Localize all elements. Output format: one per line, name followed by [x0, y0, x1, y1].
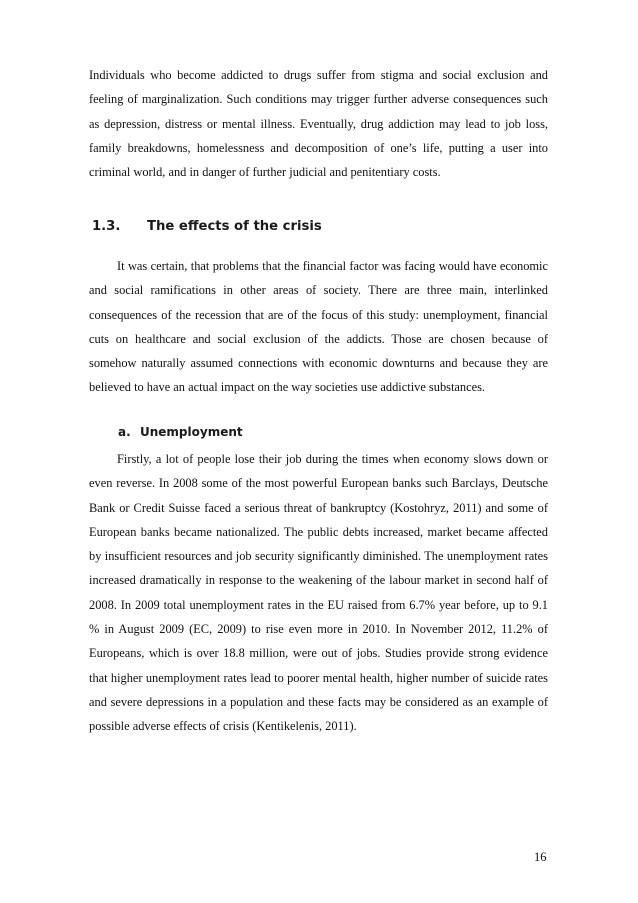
intro-paragraph-block — [89, 63, 548, 184]
section-paragraph-block — [89, 254, 548, 400]
subsection-letter: a. — [118, 425, 131, 439]
section-number: 1.3. — [92, 219, 121, 234]
page-number: 16 — [534, 850, 547, 864]
subsection-heading — [118, 425, 243, 439]
section-heading — [92, 219, 322, 234]
subsection-title: Unemployment — [140, 425, 243, 439]
intro-paragraph: Individuals who become addicted to drugs suffer from stigma and social exclusion and feeling of marginalization. Such conditions may trigger further adverse consequences such as depression, distress or mental illness. Eventually, drug addiction may lead to job loss, family breakdowns, homelessness and decomposition of one’s life, putting a user into criminal world, and in danger of further judicial and penitentiary costs. — [89, 68, 548, 180]
section-title: The effects of the crisis — [147, 219, 322, 234]
section-paragraph: It was certain, that problems that the financial factor was facing would have economic and social ramifications in other areas of society. There are three main, interlinked consequences of the recession that are of the focus of this study: unemployment, financial cuts on healthcare and social exclusion of the addicts. Those are chosen because of somehow naturally assumed connections with economic downturns and because they are believed to have an actual impact on the way societies use addictive substances. — [89, 259, 548, 395]
subsection-paragraph-block — [89, 447, 548, 739]
subsection-paragraph: Firstly, a lot of people lose their job during the times when economy slows down or even reverse. In 2008 some of the most powerful European banks such Barclays, Deutsche Bank or Credit Suisse faced a serious threat of bankruptcy (Kostohryz, 2011) and some of European banks became nationalized. The public debts increased, market became affected by insufficient resources and job security significantly diminished. The unemployment rates increased dramatically in response to the weakening of the labour market in second half of 2008. In 2009 total unemployment rates in the EU raised from 6.7% year before, up to 9.1 % in August 2009 (EC, 2009) to rise even more in 2010. In November 2012, 11.2% of Europeans, which is over 18.8 million, were out of jobs. Studies provide strong evidence that higher unemployment rates lead to poorer mental health, higher number of suicide rates and severe depressions in a population and these facts may be considered as an example of possible adverse effects of crisis (Kentikelenis, 2011). — [89, 452, 548, 734]
